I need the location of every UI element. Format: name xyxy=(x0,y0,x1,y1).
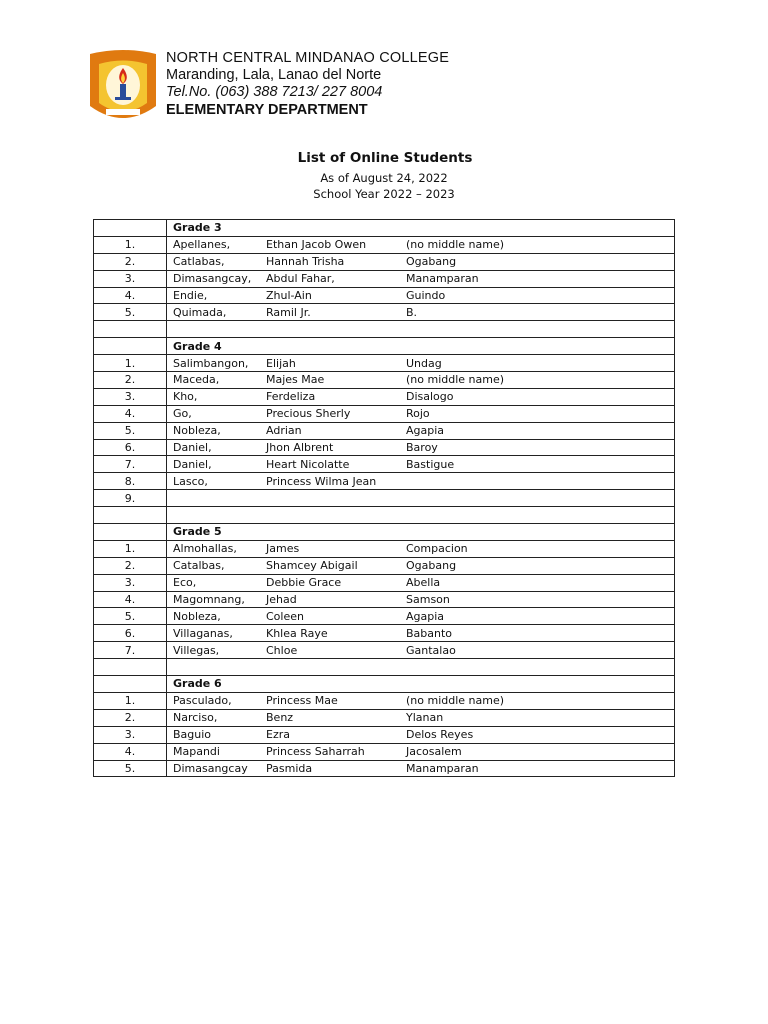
student-name-cell xyxy=(167,304,675,321)
student-first-name: Benz xyxy=(266,711,294,725)
student-last-name: Magomnang, xyxy=(173,593,245,607)
student-number: 5. xyxy=(94,422,167,439)
student-first-name: Hannah Trisha xyxy=(266,255,345,269)
student-first-name: James xyxy=(266,542,300,556)
school-seal-logo xyxy=(86,48,160,126)
student-number: 1. xyxy=(94,540,167,557)
student-row xyxy=(94,709,675,726)
student-first-name: Jhon Albrent xyxy=(266,441,334,455)
grade-header-row xyxy=(94,676,675,693)
student-last-name: Narciso, xyxy=(173,711,218,725)
student-name-cell xyxy=(167,574,675,591)
student-name-cell xyxy=(167,287,675,304)
student-first-name: Princess Mae xyxy=(266,694,338,708)
student-middle-name: (no middle name) xyxy=(406,694,505,708)
student-name-cell xyxy=(167,642,675,659)
student-first-name: Ezra xyxy=(266,728,290,742)
row-names-cell xyxy=(167,659,675,676)
student-number: 2. xyxy=(94,253,167,270)
row-names-cell xyxy=(167,321,675,338)
student-middle-name: Samson xyxy=(406,593,450,607)
student-first-name: Princess Saharrah xyxy=(266,745,365,759)
student-last-name: Mapandi xyxy=(173,745,220,759)
student-name-cell xyxy=(167,490,675,507)
student-row xyxy=(94,490,675,507)
row-number-cell xyxy=(94,659,167,676)
student-first-name: Pasmida xyxy=(266,761,313,775)
student-last-name: Catalbas, xyxy=(173,559,225,573)
student-name-cell xyxy=(167,422,675,439)
student-first-name: Ramil Jr. xyxy=(266,305,311,319)
department-name: ELEMENTARY DEPARTMENT xyxy=(166,102,368,118)
student-number: 9. xyxy=(94,490,167,507)
student-number: 4. xyxy=(94,287,167,304)
student-middle-name: Ogabang xyxy=(406,559,457,573)
student-number: 1. xyxy=(94,692,167,709)
student-middle-name: Guindo xyxy=(406,289,446,302)
student-middle-name: Rojo xyxy=(406,407,430,421)
row-names-cell xyxy=(167,507,675,524)
student-row xyxy=(94,405,675,422)
grade-header-row xyxy=(94,524,675,541)
student-last-name: Dimasangcay, xyxy=(173,272,252,286)
student-row xyxy=(94,760,675,777)
row-number-cell xyxy=(94,507,167,524)
student-first-name: Shamcey Abigail xyxy=(266,559,358,573)
row-number-cell xyxy=(94,676,167,693)
student-row xyxy=(94,287,675,304)
grade-label: Grade 5 xyxy=(167,524,675,541)
student-middle-name: Compacion xyxy=(406,542,468,556)
student-row xyxy=(94,726,675,743)
student-row xyxy=(94,743,675,760)
student-row xyxy=(94,625,675,642)
student-middle-name: (no middle name) xyxy=(406,373,505,387)
student-name-cell xyxy=(167,591,675,608)
student-name-cell xyxy=(167,625,675,642)
student-row xyxy=(94,304,675,321)
student-number: 4. xyxy=(94,743,167,760)
student-middle-name: B. xyxy=(406,305,418,319)
student-last-name: Salimbangon, xyxy=(173,356,249,370)
grade-header-row xyxy=(94,338,675,355)
student-first-name: Precious Sherly xyxy=(266,407,351,421)
student-row xyxy=(94,608,675,625)
student-name-cell xyxy=(167,608,675,625)
separator-row xyxy=(94,321,675,338)
student-last-name: Quimada, xyxy=(173,305,227,319)
student-number: 2. xyxy=(94,557,167,574)
student-name-cell xyxy=(167,557,675,574)
student-last-name: Go, xyxy=(173,407,192,421)
student-number: 5. xyxy=(94,304,167,321)
student-middle-name: Manamparan xyxy=(406,761,479,775)
student-last-name: Nobleza, xyxy=(173,424,221,438)
student-row xyxy=(94,591,675,608)
title-block xyxy=(0,150,768,201)
student-last-name: Apellanes, xyxy=(173,238,231,252)
students-table xyxy=(93,219,675,777)
student-last-name: Endie, xyxy=(173,289,208,302)
student-number: 6. xyxy=(94,439,167,456)
student-last-name: Villegas, xyxy=(173,643,220,657)
student-name-cell xyxy=(167,540,675,557)
student-row xyxy=(94,642,675,659)
student-row xyxy=(94,439,675,456)
student-last-name: Daniel, xyxy=(173,441,212,455)
student-last-name: Lasco, xyxy=(173,474,208,488)
student-last-name: Villaganas, xyxy=(173,626,233,640)
student-last-name: Kho, xyxy=(173,390,198,404)
student-row xyxy=(94,388,675,405)
school-header xyxy=(166,50,449,119)
student-name-cell xyxy=(167,253,675,270)
student-last-name: Pasculado, xyxy=(173,694,232,708)
student-last-name: Dimasangcay xyxy=(173,761,248,775)
student-name-cell xyxy=(167,743,675,760)
student-number: 2. xyxy=(94,372,167,389)
grade-label: Grade 3 xyxy=(167,220,675,237)
student-first-name: Jehad xyxy=(266,593,297,607)
student-number: 3. xyxy=(94,574,167,591)
student-first-name: Elijah xyxy=(266,356,296,370)
student-middle-name: Undag xyxy=(406,356,442,370)
student-name-cell xyxy=(167,236,675,253)
student-middle-name: Manamparan xyxy=(406,272,479,286)
student-last-name: Catlabas, xyxy=(173,255,225,269)
student-last-name: Maceda, xyxy=(173,373,220,387)
student-first-name: Zhul-Ain xyxy=(266,289,312,302)
student-middle-name: Agapia xyxy=(406,609,445,623)
student-number: 5. xyxy=(94,760,167,777)
student-row xyxy=(94,355,675,372)
student-number: 7. xyxy=(94,456,167,473)
student-first-name: Ethan Jacob Owen xyxy=(266,238,367,252)
school-name: NORTH CENTRAL MINDANAO COLLEGE xyxy=(166,50,450,66)
student-middle-name: (no middle name) xyxy=(406,238,505,252)
student-row xyxy=(94,236,675,253)
student-row xyxy=(94,540,675,557)
student-number: 3. xyxy=(94,726,167,743)
student-last-name: Daniel, xyxy=(173,457,212,471)
student-middle-name: Bastigue xyxy=(406,457,455,471)
student-middle-name: Abella xyxy=(406,576,441,590)
student-row xyxy=(94,422,675,439)
student-middle-name: Ogabang xyxy=(406,255,457,269)
student-row xyxy=(94,574,675,591)
student-row xyxy=(94,473,675,490)
student-name-cell xyxy=(167,372,675,389)
student-number: 3. xyxy=(94,388,167,405)
student-name-cell xyxy=(167,726,675,743)
student-middle-name: Agapia xyxy=(406,424,445,438)
student-number: 1. xyxy=(94,236,167,253)
student-name-cell xyxy=(167,709,675,726)
student-row xyxy=(94,270,675,287)
student-last-name: Almohallas, xyxy=(173,542,237,556)
separator-row xyxy=(94,507,675,524)
student-row xyxy=(94,372,675,389)
student-number: 8. xyxy=(94,473,167,490)
row-number-cell xyxy=(94,338,167,355)
student-number: 3. xyxy=(94,270,167,287)
student-first-name: Abdul Fahar, xyxy=(266,272,335,286)
student-first-name: Ferdeliza xyxy=(266,390,316,404)
student-middle-name: Disalogo xyxy=(406,390,454,404)
student-last-name: Nobleza, xyxy=(173,609,221,623)
student-number: 4. xyxy=(94,405,167,422)
grade-label: Grade 6 xyxy=(167,676,675,693)
student-number: 7. xyxy=(94,642,167,659)
student-name-cell xyxy=(167,692,675,709)
student-number: 1. xyxy=(94,355,167,372)
school-telephone: Tel.No. (063) 388 7213/ 227 8004 xyxy=(166,84,383,100)
student-number: 6. xyxy=(94,625,167,642)
student-middle-name: Jacosalem xyxy=(406,745,462,759)
students-table-body xyxy=(94,220,675,777)
student-row xyxy=(94,692,675,709)
student-number: 5. xyxy=(94,608,167,625)
school-year: School Year 2022 – 2023 xyxy=(313,187,455,201)
student-first-name: Majes Mae xyxy=(266,373,325,387)
student-first-name: Chloe xyxy=(266,643,298,657)
student-name-cell xyxy=(167,456,675,473)
row-number-cell xyxy=(94,220,167,237)
student-row xyxy=(94,456,675,473)
student-number: 4. xyxy=(94,591,167,608)
student-middle-name: Gantalao xyxy=(406,643,456,657)
student-name-cell xyxy=(167,760,675,777)
student-first-name: Debbie Grace xyxy=(266,576,342,590)
student-number: 2. xyxy=(94,709,167,726)
student-name-cell xyxy=(167,405,675,422)
school-address: Maranding, Lala, Lanao del Norte xyxy=(166,67,382,83)
student-name-cell xyxy=(167,388,675,405)
student-middle-name: Baroy xyxy=(406,441,438,455)
separator-row xyxy=(94,659,675,676)
student-middle-name: Delos Reyes xyxy=(406,728,474,742)
as-of-date: As of August 24, 2022 xyxy=(320,171,448,185)
student-first-name: Princess Wilma Jean xyxy=(266,474,377,488)
student-first-name: Adrian xyxy=(266,424,302,438)
student-middle-name: Ylanan xyxy=(406,711,444,725)
grade-label: Grade 4 xyxy=(167,338,675,355)
student-last-name: Baguio xyxy=(173,728,212,742)
student-row xyxy=(94,253,675,270)
student-first-name: Coleen xyxy=(266,609,304,623)
student-first-name: Heart Nicolatte xyxy=(266,457,350,471)
student-name-cell xyxy=(167,473,675,490)
row-number-cell xyxy=(94,321,167,338)
student-row xyxy=(94,557,675,574)
row-number-cell xyxy=(94,524,167,541)
student-first-name: Khlea Raye xyxy=(266,626,328,640)
grade-header-row xyxy=(94,220,675,237)
student-name-cell xyxy=(167,439,675,456)
student-middle-name: Babanto xyxy=(406,626,453,640)
student-name-cell xyxy=(167,355,675,372)
document-title: List of Online Students xyxy=(297,150,473,166)
student-last-name: Eco, xyxy=(173,576,197,590)
student-name-cell xyxy=(167,270,675,287)
